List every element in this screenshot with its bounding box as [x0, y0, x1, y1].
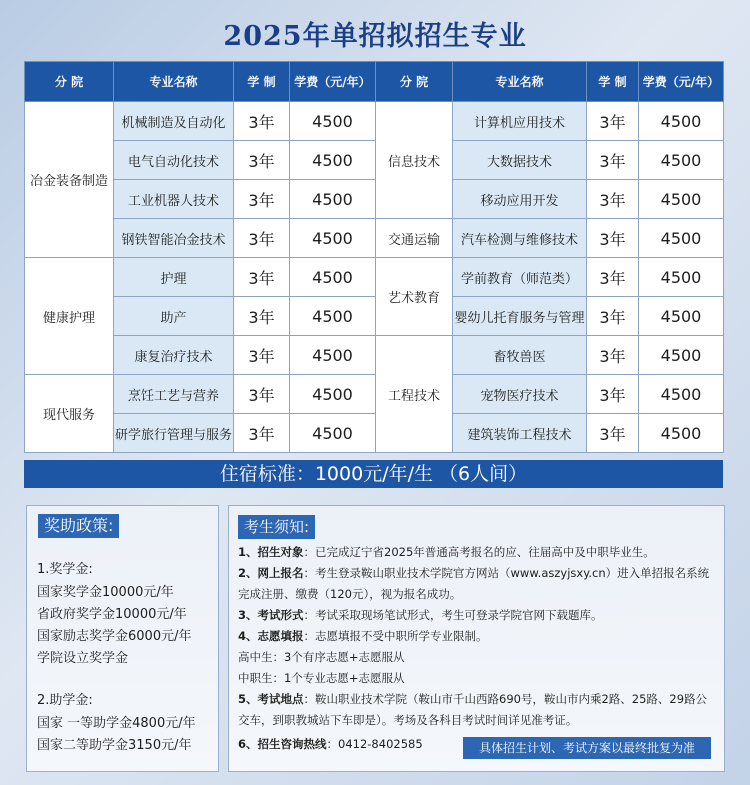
scholarship-item: 省政府奖学金10000元/年 — [37, 607, 187, 622]
duration-cell: 3年 — [234, 414, 290, 453]
major-name: 宠物医疗技术 — [453, 375, 587, 414]
duration-cell: 3年 — [234, 336, 290, 375]
fee-cell: 4500 — [290, 297, 376, 336]
table-row — [25, 258, 724, 297]
major-name: 建筑装饰工程技术 — [453, 414, 587, 453]
table-row — [25, 336, 724, 375]
dept-cell: 冶金装备制造 — [25, 102, 114, 258]
table-row — [25, 414, 724, 453]
note-text: ：考生登录鞍山职业技术学院官方网站（www.aszyjsxy.cn）进入单招报名系统完成注册、缴费（120元），视为报名成功。 — [238, 566, 710, 601]
dept-cell: 交通运输 — [376, 219, 453, 258]
duration-cell: 3年 — [587, 141, 639, 180]
fee-cell: 4500 — [290, 375, 376, 414]
fee-cell: 4500 — [639, 258, 724, 297]
fee-cell: 4500 — [639, 375, 724, 414]
grant-heading: 2.助学金: — [37, 693, 93, 708]
duration-cell: 3年 — [587, 375, 639, 414]
page-title: 2025年单招拟招生专业 — [223, 21, 527, 52]
note-label: 3、考试形式 — [238, 608, 304, 622]
col-fee: 学费（元/年） — [639, 62, 724, 102]
table-row — [25, 297, 724, 336]
duration-cell: 3年 — [587, 258, 639, 297]
table-row — [25, 141, 724, 180]
note-label: 2、网上报名 — [238, 566, 304, 580]
major-name: 婴幼儿托育服务与管理 — [453, 297, 587, 336]
fee-cell: 4500 — [290, 219, 376, 258]
major-name: 护理 — [114, 258, 234, 297]
scholarship-item: 学院设立奖学金 — [37, 651, 129, 666]
fee-cell: 4500 — [290, 141, 376, 180]
major-name: 烹饪工艺与营养 — [114, 375, 234, 414]
duration-cell: 3年 — [587, 336, 639, 375]
col-duration: 学 制 — [587, 62, 639, 102]
note-item — [238, 542, 718, 563]
grant-item: 国家 一等助学金4800元/年 — [37, 716, 196, 731]
dept-cell: 工程技术 — [376, 336, 453, 453]
table-row — [25, 375, 724, 414]
major-name: 畜牧兽医 — [453, 336, 587, 375]
major-name: 工业机器人技术 — [114, 180, 234, 219]
note-text: ：考试采取现场笔试形式，考生可登录学院官网下载题库。 — [303, 608, 603, 622]
fee-cell: 4500 — [639, 180, 724, 219]
col-fee: 学费（元/年） — [290, 62, 376, 102]
housing-banner: 住宿标准：1000元/年/生 （6人间） — [24, 460, 723, 488]
exam-notes-title: 考生须知: — [238, 515, 315, 539]
major-name: 学前教育（师范类） — [453, 258, 587, 297]
note-text: ：已完成辽宁省2025年普通高考报名的应、往届高中及中职毕业生。 — [303, 545, 655, 559]
fee-cell: 4500 — [290, 102, 376, 141]
major-name: 电气自动化技术 — [114, 141, 234, 180]
duration-cell: 3年 — [234, 102, 290, 141]
note-text: ：0412-8402585 — [326, 737, 423, 751]
note-item — [238, 689, 718, 731]
fee-cell: 4500 — [639, 219, 724, 258]
fee-cell: 4500 — [290, 258, 376, 297]
fee-cell: 4500 — [639, 414, 724, 453]
dept-cell: 信息技术 — [376, 102, 453, 219]
note-item — [238, 563, 718, 605]
note-label: 5、考试地点 — [238, 692, 304, 706]
col-duration: 学 制 — [234, 62, 290, 102]
note-text: ：志愿填报不受中职所学专业限制。 — [303, 629, 488, 643]
fee-cell: 4500 — [639, 102, 724, 141]
major-name: 大数据技术 — [453, 141, 587, 180]
duration-cell: 3年 — [587, 297, 639, 336]
aid-policy-panel — [26, 505, 219, 772]
note-text: ：鞍山职业技术学院（鞍山市千山西路690号，鞍山市内乘2路、25路、29路公交车，到职教城站下车即是）。考场及各科目考试时间详见准考证。 — [238, 692, 708, 727]
col-dept: 分 院 — [376, 62, 453, 102]
duration-cell: 3年 — [234, 141, 290, 180]
col-major: 专业名称 — [114, 62, 234, 102]
duration-cell: 3年 — [234, 180, 290, 219]
fee-cell: 4500 — [639, 141, 724, 180]
majors-table — [24, 61, 724, 453]
scholarship-heading: 1.奖学金: — [37, 562, 93, 577]
table-row — [25, 102, 724, 141]
note-label: 6、招生咨询热线 — [238, 737, 327, 751]
col-dept: 分 院 — [25, 62, 114, 102]
note-sub-item: 中职生：1个专业志愿+志愿服从 — [238, 671, 405, 685]
duration-cell: 3年 — [234, 219, 290, 258]
dept-cell: 健康护理 — [25, 258, 114, 375]
dept-cell: 现代服务 — [25, 375, 114, 453]
grant-item: 国家二等助学金3150元/年 — [37, 738, 192, 753]
fee-cell: 4500 — [290, 180, 376, 219]
fee-cell: 4500 — [290, 336, 376, 375]
fee-cell: 4500 — [639, 297, 724, 336]
note-item — [238, 605, 718, 626]
major-name: 钢铁智能冶金技术 — [114, 219, 234, 258]
scholarship-item: 国家励志奖学金6000元/年 — [37, 629, 192, 644]
duration-cell: 3年 — [587, 102, 639, 141]
final-approval-banner: 具体招生计划、考试方案以最终批复为准 — [463, 737, 711, 759]
exam-notes-panel — [228, 505, 725, 772]
table-header-row — [25, 62, 724, 102]
major-name: 研学旅行管理与服务 — [114, 414, 234, 453]
major-name: 助产 — [114, 297, 234, 336]
note-item — [238, 734, 468, 755]
aid-policy-title: 奖助政策: — [38, 514, 119, 538]
major-name: 汽车检测与维修技术 — [453, 219, 587, 258]
duration-cell: 3年 — [234, 258, 290, 297]
duration-cell: 3年 — [587, 219, 639, 258]
table-row — [25, 180, 724, 219]
duration-cell: 3年 — [234, 297, 290, 336]
major-name: 计算机应用技术 — [453, 102, 587, 141]
fee-cell: 4500 — [639, 336, 724, 375]
major-name: 康复治疗技术 — [114, 336, 234, 375]
note-label: 1、招生对象 — [238, 545, 304, 559]
major-name: 移动应用开发 — [453, 180, 587, 219]
duration-cell: 3年 — [587, 414, 639, 453]
col-major: 专业名称 — [453, 62, 587, 102]
note-item — [238, 626, 718, 647]
duration-cell: 3年 — [234, 375, 290, 414]
dept-cell: 艺术教育 — [376, 258, 453, 336]
note-label: 4、志愿填报 — [238, 629, 304, 643]
note-sub-item: 高中生：3个有序志愿+志愿服从 — [238, 650, 405, 664]
duration-cell: 3年 — [587, 180, 639, 219]
scholarship-item: 国家奖学金10000元/年 — [37, 585, 174, 600]
major-name: 机械制造及自动化 — [114, 102, 234, 141]
fee-cell: 4500 — [290, 414, 376, 453]
table-row — [25, 219, 724, 258]
